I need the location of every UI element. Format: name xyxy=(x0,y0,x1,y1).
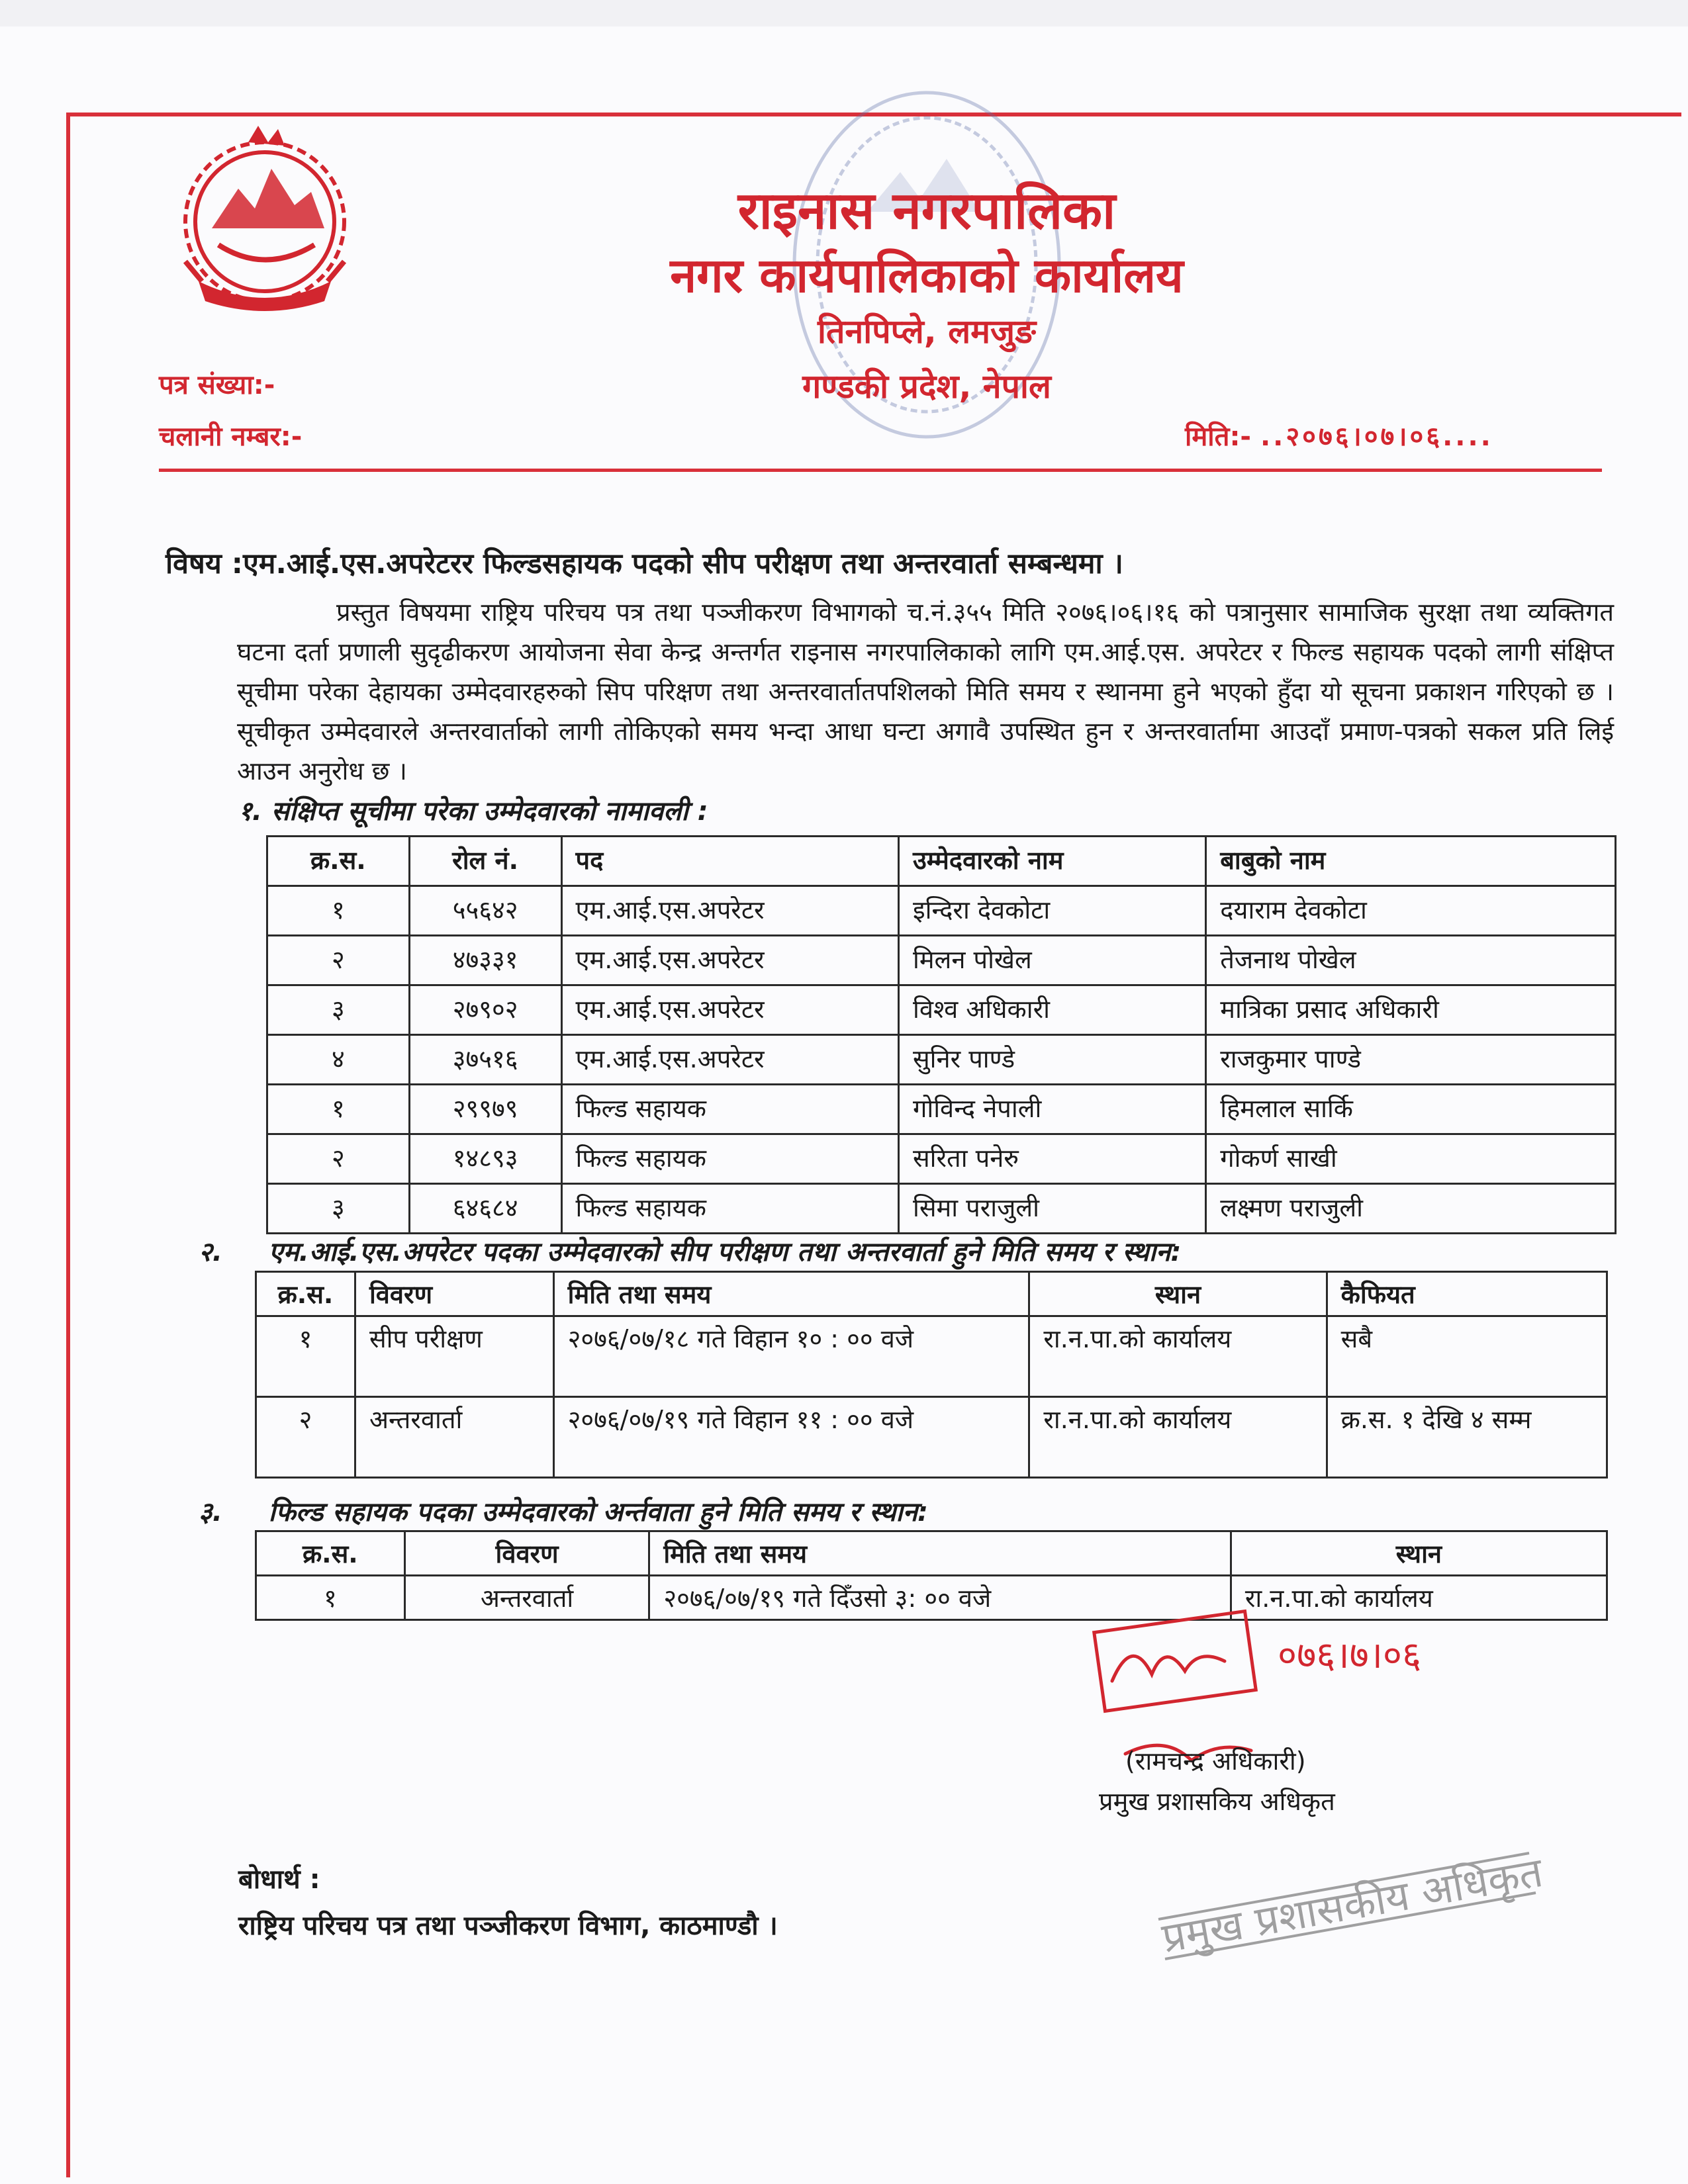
serial-cell: ३ xyxy=(267,1184,410,1234)
candidate-cell: सुनिर पाण्डे xyxy=(898,1035,1205,1085)
column-header: क्र.स. xyxy=(267,837,410,886)
description-cell: सीप परीक्षण xyxy=(355,1316,553,1397)
column-header: क्र.स. xyxy=(256,1531,405,1576)
serial-cell: २ xyxy=(267,1134,410,1184)
province-country: गण्डकी प्रदेश, नेपाल xyxy=(802,367,1051,406)
father-cell: मात्रिका प्रसाद अधिकारी xyxy=(1206,985,1616,1035)
header-divider xyxy=(159,469,1602,472)
father-cell: हिमलाल सार्कि xyxy=(1206,1085,1616,1134)
stamp-text: प्रमुख प्रशासकीय अधिकृत xyxy=(1158,1847,1546,1962)
serial-cell: १ xyxy=(267,1085,410,1134)
column-header: रोल नं. xyxy=(409,837,561,886)
candidate-cell: सरिता पनेरु xyxy=(898,1134,1205,1184)
father-cell: लक्ष्मण पराजुली xyxy=(1206,1184,1616,1234)
section2-heading: एम.आई.एस.अपरेटर पदका उम्मेदवारको सीप परीक्षण तथा अन्तरवार्ता हुने मिति समय र स्थान: xyxy=(268,1237,1182,1267)
handwritten-date: ०७६।७।०६ xyxy=(1278,1634,1422,1677)
father-cell: राजकुमार पाण्डे xyxy=(1206,1035,1616,1085)
roll-cell: ३७५१६ xyxy=(409,1035,561,1085)
notice-body: प्रस्तुत विषयमा राष्ट्रिय परिचय पत्र तथा पञ्जीकरण विभागको च.नं.३५५ मिति २०७६।०६।१६ को पत्रानुसार सामाजिक सुरक्षा तथा व्यक्तिगत घटना दर्ता प्रणाली सुदृढीकरण आयोजना सेवा केन्द्र अन्तर्गत राइनास नगरपालिकाको लागि एम.आई.एस. अपरेटर र फिल्ड सहायक पदको लागी संक्षिप्त सूचीमा परेका देहायका उम्मेदवारहरुको सिप परिक्षण तथा अन्तरवार्तातपशिलको मिति समय र स्थानमा हुने भएको हुँदा यो सूचना प्रकाशन गरिएको छ । सूचीकृत उम्मेदवारले अन्तरवार्ताको लागी तोकिएको समय भन्दा आधा घन्टा अगावै उपस्थित हुन र अन्तरवार्तामा आउदाँ प्रमाण-पत्रको सकल प्रति लिई आउन अनुरोध छ । xyxy=(237,598,1614,786)
column-header: स्थान xyxy=(1029,1272,1327,1316)
date-value: ..२०७६।०७।०६.... xyxy=(1260,422,1493,452)
datetime-cell: २०७६/०७/१८ गते विहान १० : ०० वजे xyxy=(553,1316,1029,1397)
candidate-cell: सिमा पराजुली xyxy=(898,1184,1205,1234)
table-row xyxy=(267,1035,1616,1085)
roll-cell: ४७३३१ xyxy=(409,936,561,985)
column-header: पद xyxy=(561,837,898,886)
nepal-emblem-icon xyxy=(159,116,371,321)
table-header-row xyxy=(256,1272,1607,1316)
serial-cell: २ xyxy=(256,1397,355,1478)
signatory-title: प्रमुख प्रशासकिय अधिकृत xyxy=(1099,1787,1335,1816)
description-cell: अन्तरवार्ता xyxy=(355,1397,553,1478)
skill-test-schedule-table xyxy=(255,1271,1608,1479)
section3-title xyxy=(199,1492,928,1529)
column-header: क्र.स. xyxy=(256,1272,355,1316)
column-header: मिति तथा समय xyxy=(649,1531,1231,1576)
serial-cell: ३ xyxy=(267,985,410,1035)
column-header: कैफियत xyxy=(1327,1272,1607,1316)
roll-cell: ६४६८४ xyxy=(409,1184,561,1234)
table-row xyxy=(267,1085,1616,1134)
date-line xyxy=(1185,417,1493,453)
candidate-cell: इन्दिरा देवकोटा xyxy=(898,886,1205,936)
father-cell: गोकर्ण साखी xyxy=(1206,1134,1616,1184)
roll-cell: ५५६४२ xyxy=(409,886,561,936)
roll-cell: २७९०२ xyxy=(409,985,561,1035)
section2-number: २. xyxy=(199,1237,222,1267)
post-cell: एम.आई.एस.अपरेटर xyxy=(561,985,898,1035)
father-cell: दयाराम देवकोटा xyxy=(1206,886,1616,936)
column-header: विवरण xyxy=(404,1531,649,1576)
letter-number-label: पत्र संख्या:- xyxy=(159,370,275,400)
subject-line: विषय :एम.आई.एस.अपरेटरर फिल्डसहायक पदको सीप परीक्षण तथा अन्तरवार्ता सम्बन्धमा । xyxy=(165,547,1123,580)
serial-cell: ४ xyxy=(267,1035,410,1085)
cc-recipient: राष्ट्रिय परिचय पत्र तथा पञ्जीकरण विभाग, काठमाण्डौ । xyxy=(238,1911,778,1941)
post-cell: फिल्ड सहायक xyxy=(561,1184,898,1234)
office-name: नगर कार्यपालिकाको कार्यालय xyxy=(670,248,1184,303)
column-header: मिति तथा समय xyxy=(553,1272,1029,1316)
candidate-cell: गोविन्द नेपाली xyxy=(898,1085,1205,1134)
candidate-cell: विश्व अधिकारी xyxy=(898,985,1205,1035)
table-row xyxy=(267,886,1616,936)
post-cell: फिल्ड सहायक xyxy=(561,1134,898,1184)
remarks-cell: क्र.स. १ देखि ४ सम्म xyxy=(1327,1397,1607,1478)
section2-title xyxy=(199,1232,1181,1269)
post-cell: एम.आई.एस.अपरेटर xyxy=(561,1035,898,1085)
remarks-cell: सबै xyxy=(1327,1316,1607,1397)
datetime-cell: २०७६/०७/१९ गते विहान ११ : ०० वजे xyxy=(553,1397,1029,1478)
section3-number: ३. xyxy=(199,1497,222,1527)
table-row xyxy=(256,1316,1607,1397)
table-header-row xyxy=(256,1531,1607,1576)
office-address: तिनपिप्ले, लमजुङ xyxy=(818,312,1036,351)
father-cell: तेजनाथ पोखेल xyxy=(1206,936,1616,985)
roll-cell: २९९७९ xyxy=(409,1085,561,1134)
column-header: स्थान xyxy=(1231,1531,1607,1576)
post-cell: फिल्ड सहायक xyxy=(561,1085,898,1134)
post-cell: एम.आई.एस.अपरेटर xyxy=(561,886,898,936)
column-header: विवरण xyxy=(355,1272,553,1316)
table-row xyxy=(267,936,1616,985)
serial-cell: २ xyxy=(267,936,410,985)
table-row xyxy=(256,1397,1607,1478)
datetime-cell: २०७६/०७/१९ गते दिँउसो ३: ०० वजे xyxy=(649,1576,1231,1620)
dispatch-number-label: चलानी नम्बर:- xyxy=(159,422,303,452)
description-cell: अन्तरवार्ता xyxy=(404,1576,649,1620)
venue-cell: रा.न.पा.को कार्यालय xyxy=(1029,1397,1327,1478)
shortlist-table xyxy=(266,835,1617,1234)
venue-cell: रा.न.पा.को कार्यालय xyxy=(1029,1316,1327,1397)
venue-cell: रा.न.पा.को कार्यालय xyxy=(1231,1576,1607,1620)
date-label: मिति:- xyxy=(1185,422,1252,452)
table-header-row xyxy=(267,837,1616,886)
table-row xyxy=(267,1134,1616,1184)
letterhead-border-left xyxy=(66,113,70,2177)
section3-heading: फिल्ड सहायक पदका उम्मेदवारको अर्न्तवाता हुने मिति समय र स्थान: xyxy=(268,1497,928,1527)
scan-edge xyxy=(0,0,1688,26)
column-header: उम्मेदवारको नाम xyxy=(898,837,1205,886)
cc-label: बोधार्थ : xyxy=(238,1864,320,1895)
candidate-cell: मिलन पोखेल xyxy=(898,936,1205,985)
serial-cell: १ xyxy=(256,1316,355,1397)
column-header: बाबुको नाम xyxy=(1206,837,1616,886)
serial-cell: १ xyxy=(267,886,410,936)
table-row xyxy=(267,985,1616,1035)
post-cell: एम.आई.एस.अपरेटर xyxy=(561,936,898,985)
signatory-name: (रामचन्द्र अधिकारी) xyxy=(1125,1747,1306,1776)
interview-schedule-table xyxy=(255,1530,1608,1621)
roll-cell: १४८९३ xyxy=(409,1134,561,1184)
section1-title: १. संक्षिप्त सूचीमा परेका उम्मेदवारको नामावली : xyxy=(238,796,708,827)
table-row xyxy=(267,1184,1616,1234)
serial-cell: १ xyxy=(256,1576,405,1620)
municipality-name: राइनास नगरपालिका xyxy=(737,181,1116,241)
designation-stamp-icon xyxy=(1139,1641,1562,2012)
